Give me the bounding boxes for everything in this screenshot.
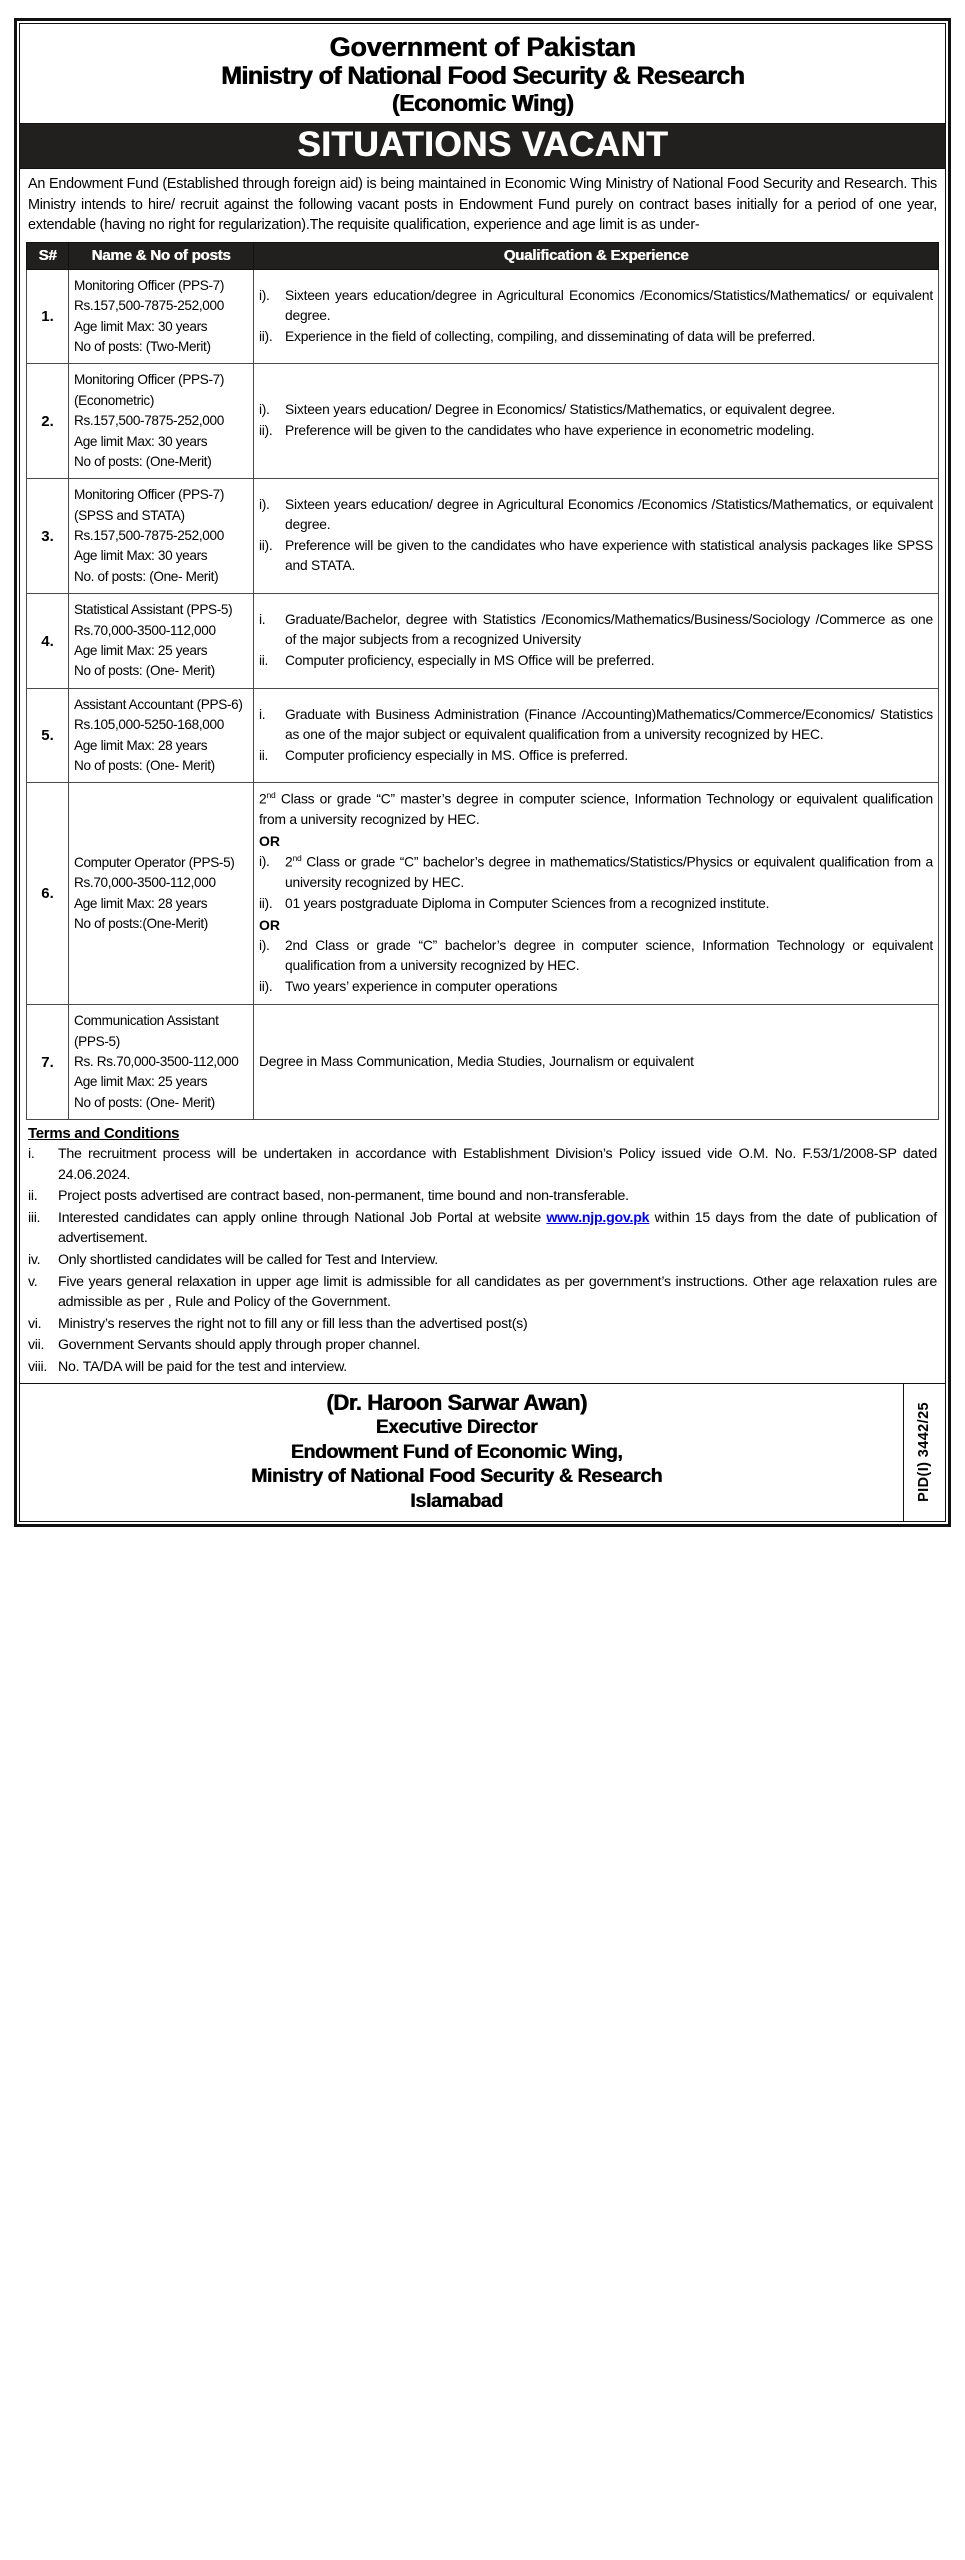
government-title: Government of Pakistan [329, 32, 636, 62]
post-title: Monitoring Officer (PPS-7) [74, 487, 225, 503]
post-title: Communication Assistant [74, 1013, 219, 1029]
item-marker: ii). [259, 423, 273, 439]
item-text: 2nd Class or grade “C” bachelor’s degree in computer science, Information Technology or equivalent qualification from a university recognized by HEC. [285, 938, 933, 974]
item-marker: i. [259, 706, 266, 722]
post-pay-scale: Rs.157,500-7875-252,000 [74, 298, 224, 314]
post-title: Assistant Accountant (PPS-6) [74, 696, 243, 712]
post-count: No of posts: (Two-Merit) [74, 338, 211, 354]
lead-ordinal: nd [266, 790, 276, 801]
post-count: No of posts: (One- Merit) [74, 1094, 215, 1110]
item-marker: viii. [28, 1359, 47, 1376]
row-post-name [69, 269, 254, 364]
post-age-limit: Age limit Max: 30 years [74, 433, 208, 449]
row-qualification [254, 1005, 939, 1120]
item-text-before: Interested candidates can apply online through National Job Portal at website [58, 1209, 547, 1226]
header-qualification: Qualification & Experience [254, 242, 939, 269]
item-text: Sixteen years education/ degree in Agricultural Economics /Economics /Statistics/Mathematics, or equivalent degree. [285, 497, 933, 533]
posts-table-body [27, 269, 939, 1119]
terms-item [28, 1272, 937, 1313]
post-specialization: (Econometric) [74, 392, 155, 408]
item-text [285, 852, 933, 893]
qualification-item [259, 400, 933, 420]
item-text: Government Servants should apply through proper channel. [58, 1337, 421, 1354]
row-serial: 3. [27, 479, 69, 594]
item-prefix: 2 [285, 854, 293, 870]
advertisement-border [14, 18, 951, 1527]
terms-item [28, 1144, 937, 1185]
qualification-item [259, 610, 933, 650]
qualification-list [259, 400, 933, 441]
qualification-item [259, 705, 933, 745]
lead-body: Class or grade “C” master’s degree in computer science, Information Technology or equivalent qualification from a university recognized by HEC. [259, 791, 933, 827]
row-post-name [69, 364, 254, 479]
table-row [27, 364, 939, 479]
terms-and-conditions [20, 1122, 945, 1383]
qualification-item [259, 746, 933, 766]
intro-paragraph: An Endowment Fund (Established through foreign aid) is being maintained in Economic Wing Ministry of National Food Security and Research. This Ministry intends to hire/ recruit against the following vacant posts in Endowment Fund purely on contract bases initially for a period of one year, extendable (having no right for regularization).The requisite qualification, experience and age limit is as under- [28, 176, 937, 234]
pid-stripe [903, 1384, 943, 1521]
post-pay-scale: Rs.105,000-5250-168,000 [74, 717, 224, 733]
job-portal-link[interactable]: www.njp.gov.pk [546, 1209, 650, 1226]
item-marker: v. [28, 1273, 38, 1290]
post-pay-scale: Rs.157,500-7875-252,000 [74, 528, 224, 544]
signature-block [20, 1383, 945, 1521]
table-row [27, 594, 939, 689]
row-qualification [254, 269, 939, 364]
table-row [27, 688, 939, 783]
situations-vacant-banner [20, 123, 945, 170]
row-qualification [254, 594, 939, 689]
item-text: Only shortlisted candidates will be called for Test and Interview. [58, 1252, 438, 1269]
qualification-item [259, 286, 933, 326]
item-marker: i. [259, 612, 266, 628]
signatory-designation: Executive Director [375, 1417, 538, 1439]
item-text [58, 1208, 937, 1249]
item-ordinal: nd [292, 853, 302, 864]
qualification-list-alt-1 [259, 852, 933, 914]
item-marker: i. [28, 1146, 35, 1163]
item-text: Computer proficiency especially in MS. Office is preferred. [285, 747, 628, 763]
terms-item [28, 1250, 937, 1271]
item-marker: i). [259, 497, 270, 513]
item-marker: i). [259, 287, 270, 303]
masthead [20, 24, 945, 123]
item-marker: i). [259, 402, 270, 418]
row-serial: 5. [27, 688, 69, 783]
post-scale-code: (PPS-5) [74, 1033, 120, 1049]
table-row [27, 479, 939, 594]
advertisement-inner-border [19, 23, 946, 1522]
terms-title: Terms and Conditions [28, 1125, 180, 1143]
row-post-name [69, 479, 254, 594]
post-count: No of posts: (One- Merit) [74, 757, 215, 773]
post-pay-scale: Rs.70,000-3500-112,000 [74, 875, 216, 891]
post-age-limit: Age limit Max: 25 years [74, 1074, 208, 1090]
or-separator: OR [259, 832, 280, 849]
post-count: No of posts: (One- Merit) [74, 663, 215, 679]
row-post-name [69, 1005, 254, 1120]
signatory-city: Islamabad [410, 1489, 503, 1512]
row-qualification [254, 783, 939, 1005]
terms-item [28, 1357, 937, 1378]
item-text: Computer proficiency, especially in MS Office will be preferred. [285, 653, 655, 669]
post-age-limit: Age limit Max: 30 years [74, 318, 208, 334]
table-header-row [27, 242, 939, 269]
row-serial: 6. [27, 783, 69, 1005]
qualification-item [259, 977, 933, 997]
post-title: Monitoring Officer (PPS-7) [74, 277, 225, 293]
item-marker: vii. [28, 1337, 45, 1354]
item-marker: ii. [259, 653, 269, 669]
item-text: The recruitment process will be undertaken in accordance with Establishment Division’s Policy issued vide O.M. No. F.53/1/2008-SP dated 24.06.2024. [58, 1146, 937, 1183]
table-row [27, 1005, 939, 1120]
header-serial: S# [27, 242, 69, 269]
row-post-name [69, 783, 254, 1005]
qualification-item [259, 421, 933, 441]
post-title: Statistical Assistant (PPS-5) [74, 602, 233, 618]
qualification-item [259, 495, 933, 535]
wing-subtitle: (Economic Wing) [391, 90, 574, 117]
post-age-limit: Age limit Max: 30 years [74, 548, 208, 564]
post-count: No. of posts: (One- Merit) [74, 568, 219, 584]
qualification-list [259, 495, 933, 576]
item-text: Sixteen years education/ Degree in Economics/ Statistics/Mathematics, or equivalent degree. [285, 402, 836, 418]
ministry-title: Ministry of National Food Security & Research [220, 62, 745, 91]
item-marker: ii). [259, 538, 273, 554]
qualification-item [259, 536, 933, 576]
qualification-text: Degree in Mass Communication, Media Studies, Journalism or equivalent [259, 1054, 694, 1070]
item-text: Graduate/Bachelor, degree with Statistics /Economics/Mathematics/Business/Sociology /Commerce as one of the major subjects from a recognized University [285, 612, 933, 648]
terms-list [28, 1144, 937, 1378]
row-serial: 1. [27, 269, 69, 364]
lead-prefix: 2 [259, 791, 267, 807]
qualification-item [259, 852, 933, 893]
qualification-list [259, 610, 933, 671]
table-row [27, 783, 939, 1005]
item-text: Five years general relaxation in upper age limit is admissible for all candidates as per government’s instructions. Other age relaxation rules are admissible as per , Rule and Policy of the Government. [58, 1273, 937, 1311]
row-qualification [254, 688, 939, 783]
item-text: Two years’ experience in computer operations [285, 979, 558, 995]
post-title: Computer Operator (PPS-5) [74, 854, 235, 870]
item-marker: vi. [28, 1315, 42, 1332]
item-marker: ii). [259, 328, 273, 344]
or-separator: OR [259, 916, 280, 933]
row-serial: 4. [27, 594, 69, 689]
qualification-item [259, 651, 933, 671]
post-specialization: (SPSS and STATA) [74, 507, 185, 523]
item-marker: ii. [259, 747, 269, 763]
post-pay-scale: Rs. Rs.70,000-3500-112,000 [74, 1053, 239, 1069]
situations-vacant-text: SITUATIONS VACANT [297, 124, 668, 164]
terms-item [28, 1186, 937, 1207]
signatory-organization-line1: Endowment Fund of Economic Wing, [290, 1440, 623, 1463]
item-text: Experience in the field of collecting, compiling, and disseminating of data will be preferred. [285, 328, 816, 344]
item-text: Preference will be given to the candidates who have experience with statistical analysis packages like SPSS and STATA. [285, 538, 933, 574]
post-age-limit: Age limit Max: 28 years [74, 895, 208, 911]
item-marker: ii. [28, 1188, 38, 1205]
item-marker: iv. [28, 1252, 41, 1269]
post-pay-scale: Rs.157,500-7875-252,000 [74, 413, 224, 429]
item-body: Class or grade “C” bachelor’s degree in mathematics/Statistics/Physics or equivalent qualification from a university recognized by HEC. [285, 854, 933, 890]
post-title: Monitoring Officer (PPS-7) [74, 372, 225, 388]
row-qualification [254, 479, 939, 594]
posts-table [26, 242, 939, 1120]
row-serial: 7. [27, 1005, 69, 1120]
qualification-item [259, 894, 933, 914]
item-text: No. TA/DA will be paid for the test and interview. [58, 1359, 348, 1376]
table-row [27, 269, 939, 364]
item-marker: ii). [259, 979, 273, 995]
post-pay-scale: Rs.70,000-3500-112,000 [74, 622, 216, 638]
item-text: Preference will be given to the candidates who have experience in econometric modeling. [285, 423, 815, 439]
qualification-lead [259, 789, 933, 830]
terms-item [28, 1314, 937, 1335]
post-count: No of posts: (One-Merit) [74, 453, 212, 469]
item-text: Sixteen years education/degree in Agricultural Economics /Economics/Statistics/Mathematics/ or equivalent degree. [285, 287, 933, 323]
item-text: Graduate with Business Administration (Finance /Accounting)Mathematics/Commerce/Economics/ Statistics as one of the major subject or equivalent qualification from a university recognized by HEC. [285, 706, 933, 742]
item-text-after: within 15 days from the date of publication of advertisement. [58, 1209, 938, 1247]
qualification-item [259, 936, 933, 976]
item-marker: iii. [28, 1209, 41, 1226]
item-marker: i). [259, 938, 270, 954]
qualification-list [259, 705, 933, 766]
row-qualification [254, 364, 939, 479]
qualification-list [259, 286, 933, 347]
header-post-name: Name & No of posts [69, 242, 254, 269]
row-serial: 2. [27, 364, 69, 479]
signatory-organization-line2: Ministry of National Food Security & Research [250, 1465, 663, 1488]
post-age-limit: Age limit Max: 25 years [74, 643, 208, 659]
item-text: Project posts advertised are contract based, non-permanent, time bound and non-transferable. [58, 1188, 629, 1205]
item-marker: ii). [259, 895, 273, 911]
terms-item [28, 1335, 937, 1356]
row-post-name [69, 688, 254, 783]
post-age-limit: Age limit Max: 28 years [74, 737, 208, 753]
qualification-list-alt-2 [259, 936, 933, 997]
pid-number: PID(I) 3442/25 [915, 1402, 932, 1503]
item-marker: i). [259, 854, 270, 870]
row-post-name [69, 594, 254, 689]
signatory-name: (Dr. Haroon Sarwar Awan) [326, 1389, 587, 1415]
terms-item [28, 1208, 937, 1249]
post-count: No of posts:(One-Merit) [74, 916, 208, 932]
qualification-item [259, 327, 933, 347]
item-text: 01 years postgraduate Diploma in Computer Sciences from a recognized institute. [285, 895, 770, 911]
item-text: Ministry’s reserves the right not to fill any or fill less than the advertised post(s) [58, 1315, 528, 1332]
